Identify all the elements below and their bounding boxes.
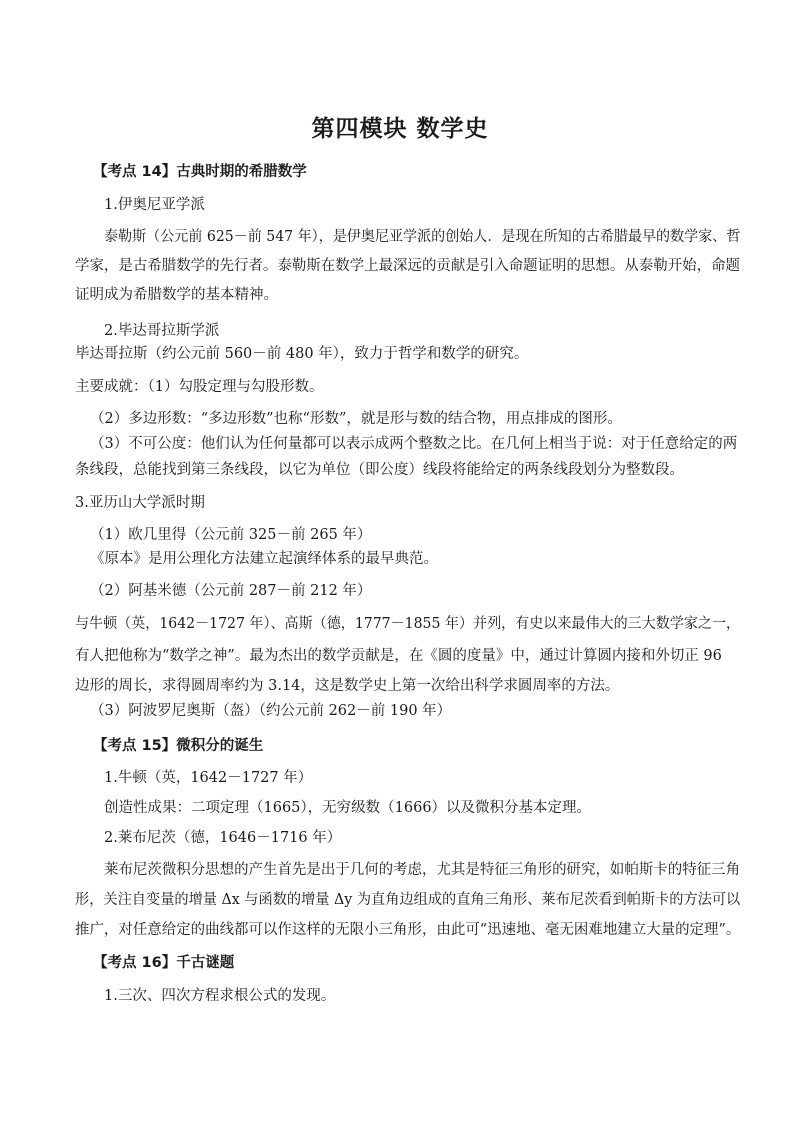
subheading-leibniz: 2.莱布尼茨（德，1646－1716 年） bbox=[104, 830, 342, 846]
paragraph-line: 条线段，总能找到第三条线段，以它为单位（即公度）线段将能给定的两条线段划分为整数段。 bbox=[75, 462, 684, 478]
paragraph-line: 《原本》是用公理化方法建立起演绎体系的最早典范。 bbox=[90, 551, 438, 567]
paragraph-line: 推广，对任意给定的曲线都可以作这样的无限小三角形，由此可“迅速地、毫无困难地建立大量的定理”。 bbox=[75, 922, 741, 938]
paragraph-line: 与牛顿（英，1642－1727 年）、高斯（德，1777－1855 年）并列，有史以来最伟大的三大数学家之一， bbox=[75, 616, 741, 632]
paragraph-line: （2）多边形数：“多边形数”也称“形数”，就是形与数的结合物，用点排成的图形。 bbox=[90, 411, 622, 427]
paragraph-line: （2）阿基米德（公元前 287－前 212 年） bbox=[90, 583, 372, 599]
paragraph-line: （1）欧几里得（公元前 325－前 265 年） bbox=[90, 527, 372, 543]
section-heading-15: 【考点 15】微积分的诞生 bbox=[93, 738, 264, 754]
paragraph-line: 泰勒斯（公元前 625－前 547 年），是伊奥尼亚学派的创始人．是现在所知的古希腊最早的数学家、哲 bbox=[104, 229, 741, 245]
subheading-pythagorean-school: 2.毕达哥拉斯学派 bbox=[104, 323, 220, 339]
paragraph-line: 有人把他称为“数学之神”。最为杰出的数学贡献是，在《圆的度量》中，通过计算圆内接和外切正 96 bbox=[75, 648, 722, 664]
paragraph-line: 学家，是古希腊数学的先行者。泰勒斯在数学上最深远的贡献是引入命题证明的思想。从泰勒开始，命题 bbox=[75, 258, 740, 274]
section-heading-14: 【考点 14】古典时期的希腊数学 bbox=[93, 164, 307, 180]
paragraph-line: 毕达哥拉斯（约公元前 560－前 480 年），致力于哲学和数学的研究。 bbox=[75, 346, 529, 362]
paragraph-line: 证明成为希腊数学的基本精神。 bbox=[75, 287, 278, 303]
section-heading-16: 【考点 16】千古谜题 bbox=[93, 955, 235, 971]
paragraph-line: （3）阿波罗尼奥斯（盔）（约公元前 262－前 190 年） bbox=[90, 703, 452, 719]
paragraph-line: 形，关注自变量的增量 Δx 与函数的增量 Δy 为直角边组成的直角三角形、莱布尼茨看到帕斯卡的方法可以 bbox=[75, 892, 741, 908]
paragraph-line: （3）不可公度：他们认为任何量都可以表示成两个整数之比。在几何上相当于说：对于任意给定的两 bbox=[90, 436, 738, 452]
paragraph-line: 莱布尼茨微积分思想的产生首先是出于几何的考虑，尤其是特征三角形的研究，如帕斯卡的特征三角 bbox=[104, 862, 741, 878]
paragraph-line: 边形的周长，求得圆周率约为 3.14，这是数学史上第一次给出科学求圆周率的方法。 bbox=[75, 678, 620, 694]
paragraph-line: 创造性成果：二项定理（1665），无穷级数（1666）以及微积分基本定理。 bbox=[104, 800, 592, 816]
page-title: 第四模块 数学史 bbox=[311, 116, 489, 142]
subheading-newton: 1.牛顿（英，1642－1727 年） bbox=[104, 770, 313, 786]
subheading-equation-formulas: 1.三次、四次方程求根公式的发现。 bbox=[104, 988, 336, 1004]
paragraph-line: 主要成就：（1）勾股定理与勾股形数。 bbox=[75, 379, 324, 395]
subheading-ionian-school: 1.伊奥尼亚学派 bbox=[104, 197, 205, 213]
subheading-alexandrian-school: 3.亚历山大学派时期 bbox=[75, 495, 205, 511]
